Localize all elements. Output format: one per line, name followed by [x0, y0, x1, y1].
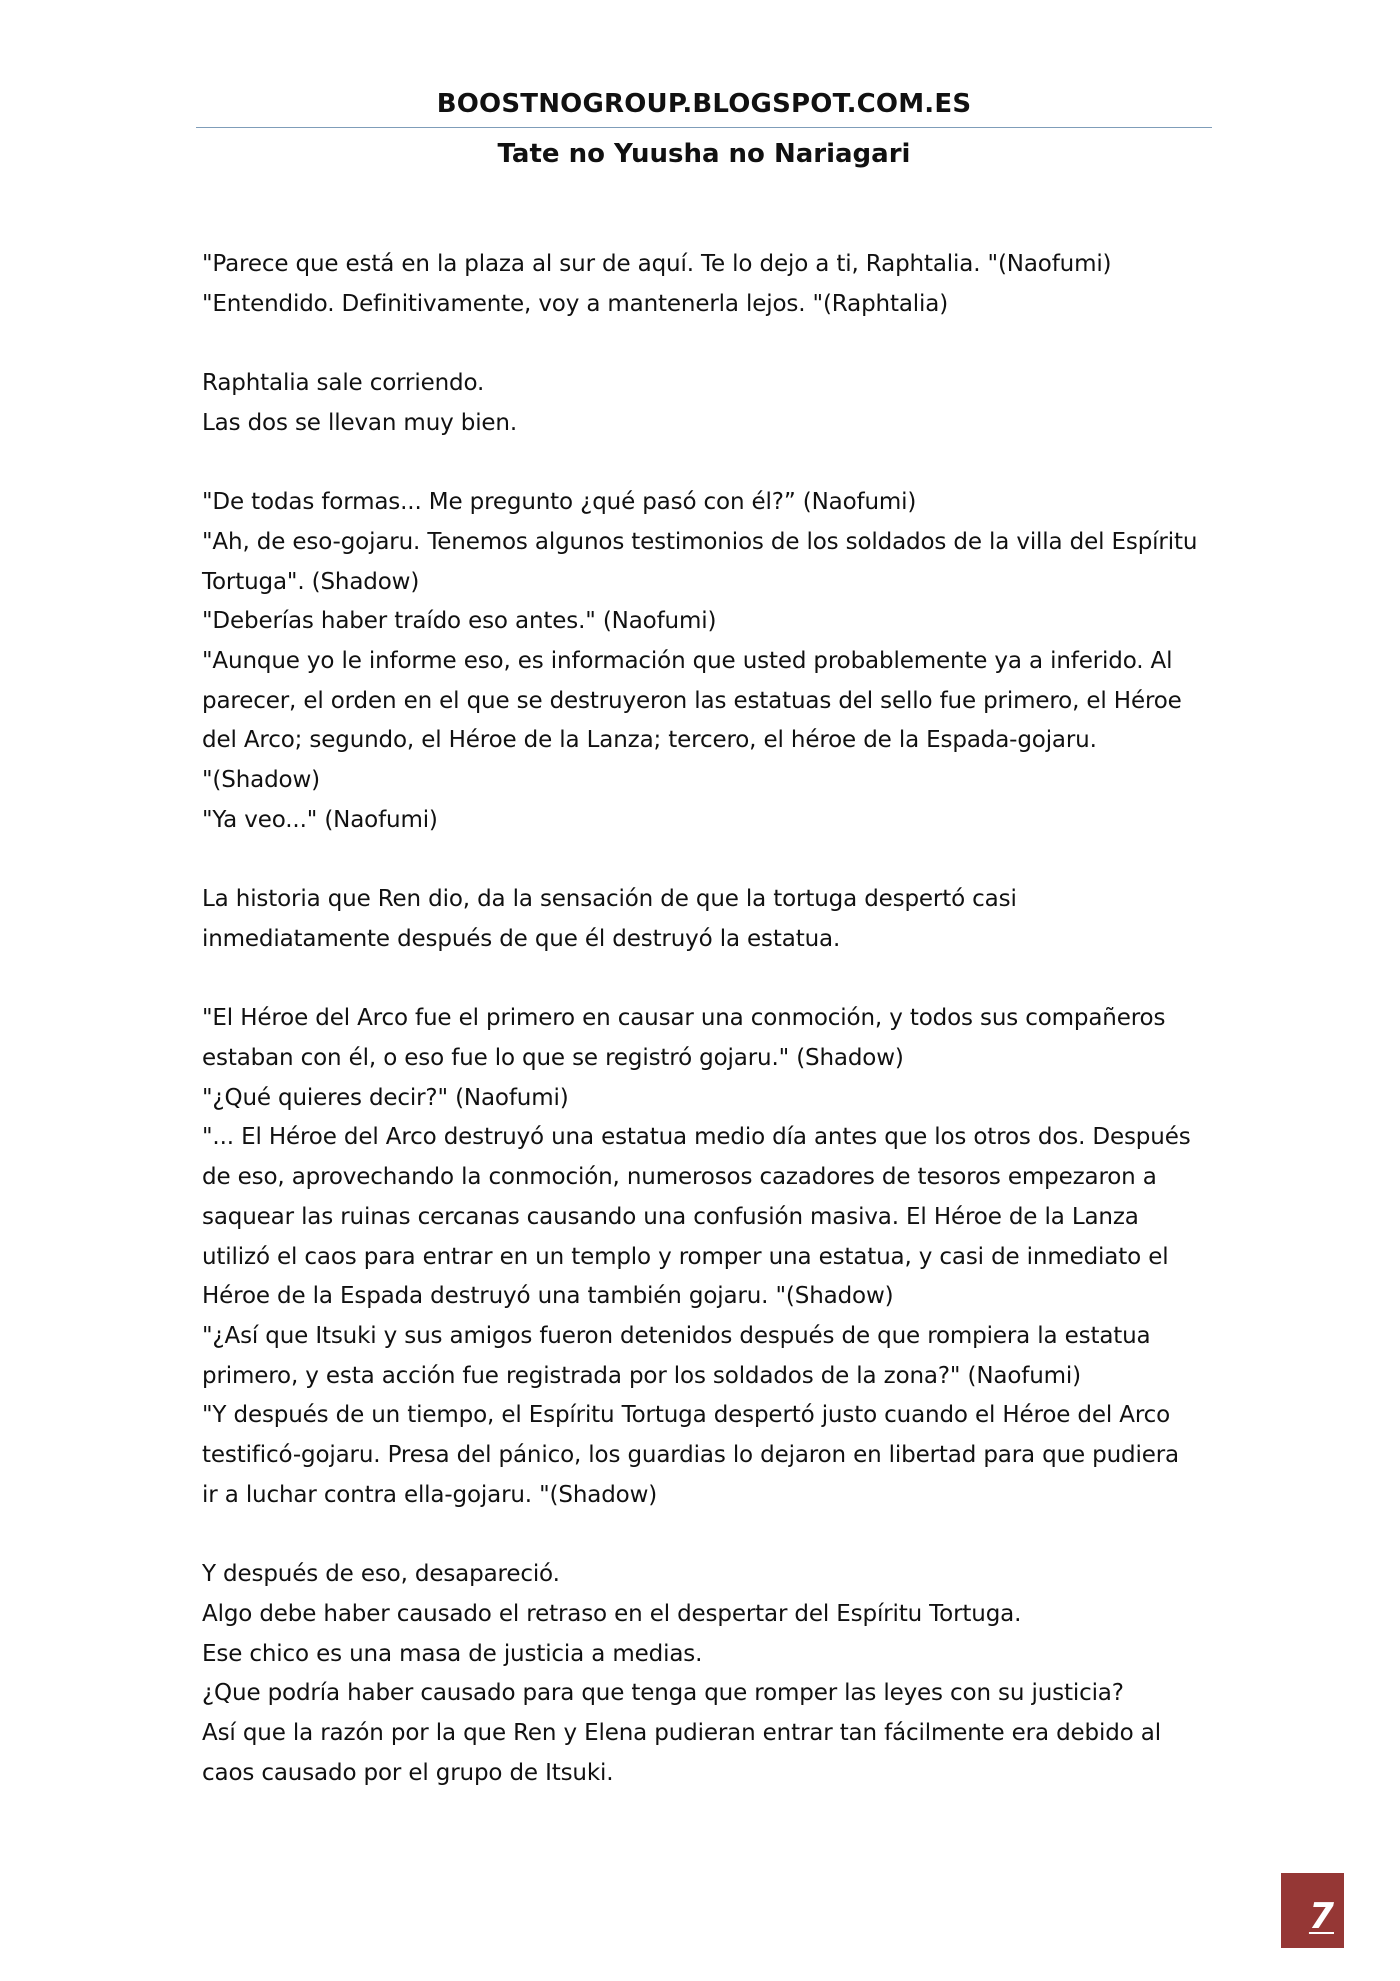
paragraph	[202, 880, 1212, 959]
header-divider	[196, 127, 1212, 128]
text-line: Héroe de la Espada destruyó una también gojaru. "(Shadow)	[202, 1283, 894, 1310]
text-line: Las dos se llevan muy bien.	[202, 409, 518, 436]
document-body	[202, 245, 1212, 1793]
text-line: testificó-gojaru. Presa del pánico, los guardias lo dejaron en libertad para que pudiera	[202, 1442, 1179, 1469]
text-line: "Aunque yo le informe eso, es información que usted probablemente ya a inferido. Al	[202, 648, 1173, 674]
text-line: Ese chico es una masa de justicia a medias.	[202, 1640, 703, 1667]
text-line: ir a luchar contra ella-gojaru. "(Shadow)	[202, 1481, 658, 1508]
text-line: La historia que Ren dio, da la sensación de que la tortuga despertó casi	[202, 886, 1017, 913]
text-line: "(Shadow)	[202, 767, 320, 794]
text-line: caos causado por el grupo de Itsuki.	[202, 1759, 614, 1786]
text-line: "Parece que está en la plaza al sur de aquí. Te lo dejo a ti, Raphtalia. "(Naofumi)	[202, 251, 1112, 277]
text-line: Y después de eso, desapareció.	[202, 1561, 560, 1588]
text-line: ¿Que podría haber causado para que tenga que romper las leyes con su justicia?	[202, 1680, 1124, 1707]
text-line: Algo debe haber causado el retraso en el despertar del Espíritu Tortuga.	[202, 1600, 1022, 1627]
text-line: parecer, el orden en el que se destruyeron las estatuas del sello fue primero, el Héroe	[202, 687, 1182, 714]
text-line: "¿Qué quieres decir?" (Naofumi)	[202, 1084, 569, 1111]
text-line: del Arco; segundo, el Héroe de la Lanza; tercero, el héroe de la Espada-gojaru.	[202, 727, 1097, 754]
text-line: utilizó el caos para entrar en un templo y romper una estatua, y casi de inmediato el	[202, 1243, 1169, 1270]
paragraph	[202, 483, 1212, 840]
text-line: "De todas formas... Me pregunto ¿qué pasó con él?” (Naofumi)	[202, 489, 917, 516]
text-line: Tortuga". (Shadow)	[202, 568, 420, 595]
text-line: "Y después de un tiempo, el Espíritu Tortuga despertó justo cuando el Héroe del Arco	[202, 1402, 1171, 1429]
page-header	[196, 84, 1212, 174]
text-line: primero, y esta acción fue registrada por los soldados de la zona?" (Naofumi)	[202, 1362, 1081, 1389]
text-line: estaban con él, o eso fue lo que se registró gojaru." (Shadow)	[202, 1045, 904, 1071]
text-line: Raphtalia sale corriendo.	[202, 370, 485, 397]
text-line: "El Héroe del Arco fue el primero en causar una conmoción, y todos sus compañeros	[202, 1005, 1166, 1032]
page-number-badge	[1281, 1873, 1344, 1948]
paragraph	[202, 1555, 1212, 1793]
text-line: "Entendido. Definitivamente, voy a mantenerla lejos. "(Raphtalia)	[202, 290, 949, 317]
text-line: "... El Héroe del Arco destruyó una estatua medio día antes que los otros dos. Después	[202, 1124, 1191, 1151]
site-title: BOOSTNOGROUP.BLOGSPOT.COM.ES	[436, 89, 972, 119]
paragraph	[202, 999, 1212, 1515]
text-line: inmediatamente después de que él destruyó la estatua.	[202, 925, 841, 952]
book-title: Tate no Yuusha no Nariagari	[497, 139, 911, 169]
paragraph	[202, 364, 1212, 443]
text-line: saquear las ruinas cercanas causando una confusión masiva. El Héroe de la Lanza	[202, 1203, 1139, 1230]
text-line: de eso, aprovechando la conmoción, numerosos cazadores de tesoros empezaron a	[202, 1164, 1157, 1191]
page-number: 7	[1308, 1896, 1334, 1937]
text-line: Así que la razón por la que Ren y Elena pudieran entrar tan fácilmente era debido al	[202, 1719, 1161, 1746]
text-line: "Ya veo..." (Naofumi)	[202, 806, 438, 833]
text-line: "Deberías haber traído eso antes." (Naofumi)	[202, 608, 717, 635]
text-line: "Ah, de eso-gojaru. Tenemos algunos testimonios de los soldados de la villa del Espíritu	[202, 528, 1198, 555]
text-line: "¿Así que Itsuki y sus amigos fueron detenidos después de que rompiera la estatua	[202, 1322, 1151, 1349]
paragraph	[202, 245, 1212, 324]
